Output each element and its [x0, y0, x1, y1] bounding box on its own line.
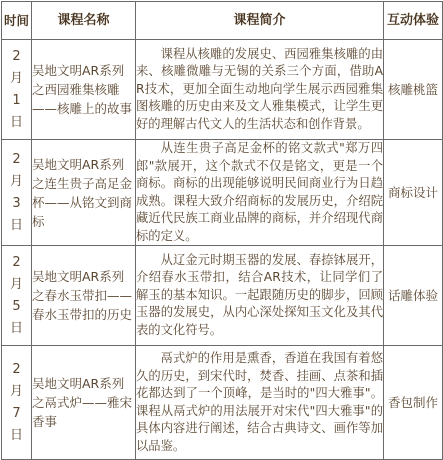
experience-cell: 核雕桃篮: [384, 40, 443, 140]
experience-cell: 商标设计: [384, 140, 443, 246]
course-intro-cell: 课程从核雕的发展史、西园雅集核雕的由来、核雕微雕与无锡的关系三个方面，借助AR技术，更加全面生动地向学生展示西园雅集图核雕的历史由来及文人雅集模式，让学生更好的理解古代文人的生活状态和创作背景。: [136, 40, 384, 140]
date-char: 3: [12, 195, 21, 211]
course-intro-cell: 从辽金元时期玉器的发展、春捺钵展开，介绍春水玉带扣，结合AR技术，让同学们了解玉的基本知识。一起跟随历史的脚步，回顾玉器的发展史，从内心深处探知玉文化及其代表的文化符号。: [136, 246, 384, 346]
course-name-cell: 吴地文明AR系列之连生贵子高足金杯——从铭文到商标: [32, 140, 136, 246]
date-char: 5: [12, 298, 21, 314]
date-char: 月: [9, 383, 23, 399]
course-schedule-table: [1, 1, 443, 460]
table-row: [2, 346, 443, 460]
date-char: 月: [9, 70, 23, 86]
experience-cell: 话雕体验: [384, 246, 443, 346]
table-row: [2, 246, 443, 346]
date-char: 2: [12, 48, 21, 64]
header-time: 时间: [2, 2, 32, 40]
header-interactive-experience: 互动体验: [384, 2, 443, 40]
course-name-cell: 吴地文明AR系列之春水玉带扣——春水玉带扣的历史: [32, 246, 136, 346]
date-char: 2: [12, 254, 21, 270]
experience-cell: 香包制作: [384, 346, 443, 460]
date-char: 2: [12, 361, 21, 377]
date-cell: [2, 40, 32, 140]
table-row: [2, 140, 443, 246]
date-char: 日: [9, 114, 23, 130]
date-char: 1: [12, 92, 21, 108]
date-char: 日: [9, 217, 23, 233]
date-char: 日: [9, 427, 23, 443]
date-cell: [2, 246, 32, 346]
course-intro-cell: 鬲式炉的作用是熏香，香道在我国有着悠久的历史，到宋代时，焚香、挂画、点茶和插花都达到了一个顶峰，是当时的"四大雅事"。课程从鬲式炉的用法展开对宋代"四大雅事"的具体内容进行阐述，结合古典诗文、画作等加以品鉴。: [136, 346, 384, 460]
date-cell: [2, 140, 32, 246]
header-course-intro: 课程简介: [136, 2, 384, 40]
date-char: 月: [9, 276, 23, 292]
date-cell: [2, 346, 32, 460]
date-char: 日: [9, 320, 23, 336]
table-row: [2, 40, 443, 140]
course-schedule-frame: [1, 1, 442, 453]
date-char: 7: [12, 405, 21, 421]
date-char: 2: [12, 151, 21, 167]
table-header-row: [2, 2, 443, 40]
header-course-name: 课程名称: [32, 2, 136, 40]
date-char: 月: [9, 173, 23, 189]
course-name-cell: 吴地文明AR系列之西园雅集核雕——核雕上的故事: [32, 40, 136, 140]
course-intro-cell: 从连生贵子高足金杯的铭文款式"郑万四郎"款展开，这个款式不仅是铭文，更是一个商标。商标的出现能够说明民间商业行为日趋成熟。课程大致介绍商标的发展历史，介绍院藏近代民族工商业品牌的商标，并介绍现代商标的定义。: [136, 140, 384, 246]
course-name-cell: 吴地文明AR系列之鬲式炉——雅宋香事: [32, 346, 136, 460]
